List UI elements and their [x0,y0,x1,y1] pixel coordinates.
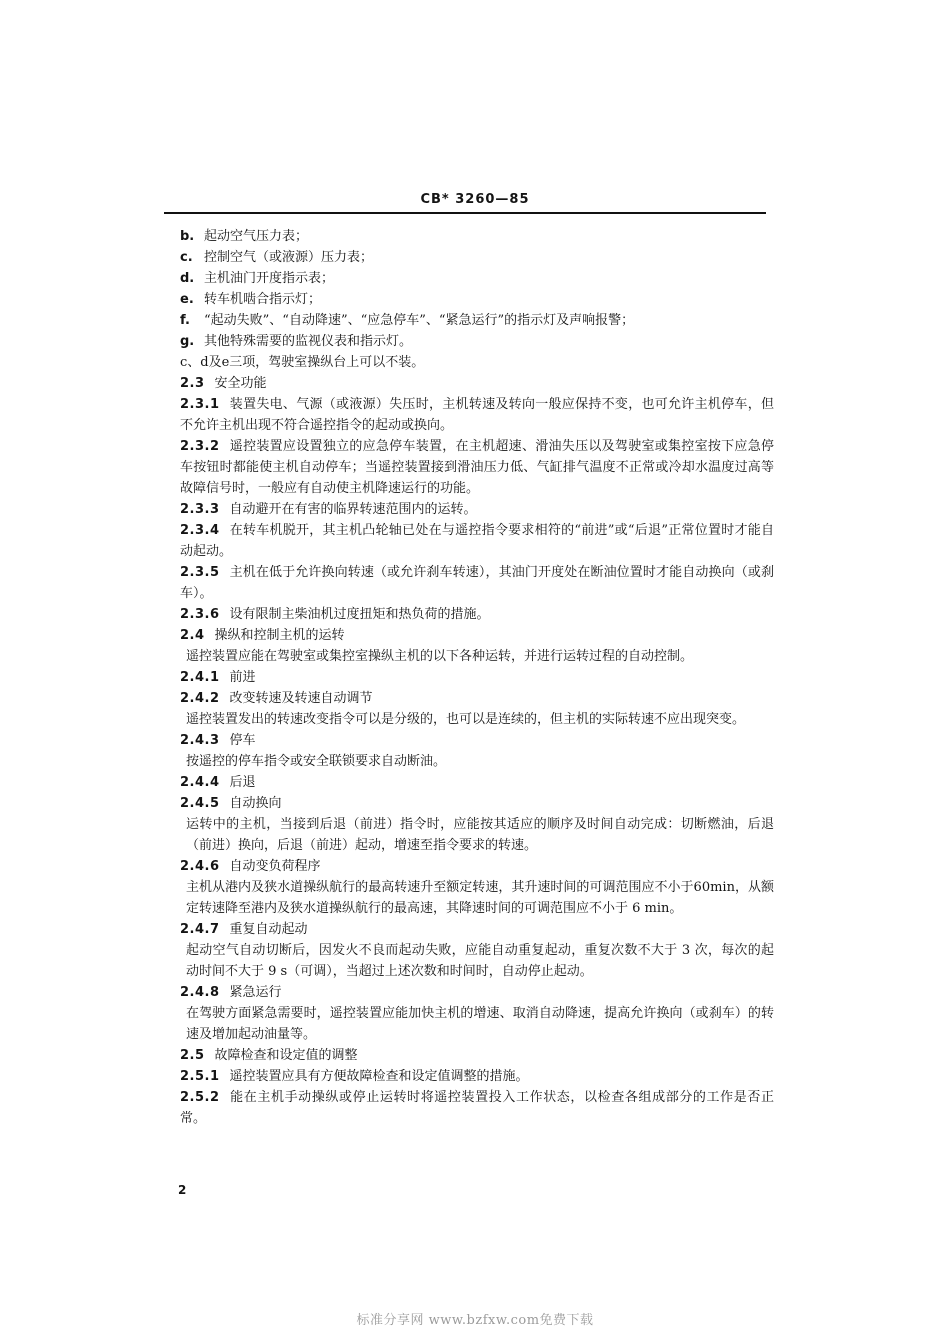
clause-number: 2.4.3 [180,733,220,748]
clause-2-4-5-body: 运转中的主机，当接到后退（前进）指令时，应能按其适应的顺序及时间自动完成：切断燃油，后退（前进）换向，后退（前进）起动，增速至指令要求的转速。 [186,817,774,853]
clause-text: 装置失电、气源（或液源）失压时，主机转速及转向一般应保持不变，也可允许主机停车，但不允许主机出现不符合遥控指令的起动或换向。 [180,397,774,433]
section-title: 安全功能 [214,376,267,391]
list-label: d. [180,271,195,286]
clause-number: 2.5.2 [180,1090,220,1105]
list-text: 控制空气（或液源）压力表； [204,250,374,265]
clause-2-3-6 [166,604,774,625]
page-body [166,226,774,1129]
section-title: 操纵和控制主机的运转 [214,628,345,643]
clause-title: 重复自动起动 [229,922,308,937]
clause-text: 遥控装置应设置独立的应急停车装置，在主机超速、滑油失压以及驾驶室或集控室按下应急停车按钮时都能使主机自动停车；当遥控装置接到滑油压力低、气缸排气温度不正常或冷却水温度过高等故障信号时，一般应有自动使主机降速运行的功能。 [180,439,774,496]
section-2-4-heading [166,625,774,646]
clause-2-3-3 [166,499,774,520]
list-text: 转车机啮合指示灯； [204,292,322,307]
list-text: 起动空气压力表； [204,229,309,244]
clause-text: 主机在低于允许换向转速（或允许刹车转速），其油门开度处在断油位置时才能自动换向（或刹车）。 [180,565,774,601]
list-text: 主机油门开度指示表； [204,271,335,286]
list-text: 其他特殊需要的监视仪表和指示灯。 [204,334,413,349]
clause-2-3-4 [166,520,774,562]
clause-text: 设有限制主柴油机过度扭矩和热负荷的措施。 [229,607,490,622]
clause-2-3-5 [166,562,774,604]
clause-title: 停车 [229,733,256,748]
clause-text: 能在主机手动操纵或停止运转时将遥控装置投入工作状态，以检查各组成部分的工作是否正常。 [180,1090,774,1126]
clause-text: 遥控装置应具有方便故障检查和设定值调整的措施。 [229,1069,529,1084]
clause-number: 2.4.1 [180,670,220,685]
list-label: b. [180,229,195,244]
section-2-4-body: 遥控装置应能在驾驶室或集控室操纵主机的以下各种运转，并进行运转过程的自动控制。 [186,649,694,664]
clause-2-4-3 [166,730,774,751]
clause-text: 在转车机脱开，其主机凸轮轴已处在与遥控指令要求相符的“前进”或“后退”正常位置时才能自动起动。 [180,523,774,559]
clause-2-5-2 [166,1087,774,1129]
clause-title: 紧急运行 [229,985,282,1000]
clause-2-4-7 [166,919,774,940]
clause-number: 2.4.6 [180,859,220,874]
clause-title: 改变转速及转速自动调节 [229,691,373,706]
clause-2-4-6-body: 主机从港内及狭水道操纵航行的最高转速升至额定转速，其升速时间的可调范围应不小于60min，从额定转速降至港内及狭水道操纵航行的最高速，其降速时间的可调范围应不小于 6 min。 [186,880,774,916]
clause-number: 2.3.6 [180,607,220,622]
section-2-5-heading [166,1045,774,1066]
clause-2-5-1 [166,1066,774,1087]
clause-2-4-6 [166,856,774,877]
list-item-f [166,310,774,331]
list-item-d [166,268,774,289]
clause-text: 自动避开在有害的临界转速范围内的运转。 [229,502,477,517]
clause-2-4-7-body: 起动空气自动切断后，因发火不良而起动失败，应能自动重复起动，重复次数不大于 3 次，每次的起动时间不大于 9 s（可调），当超过上述次数和时间时，自动停止起动。 [186,943,774,979]
clause-number: 2.4.4 [180,775,220,790]
clause-number: 2.4.7 [180,922,220,937]
clause-title: 自动变负荷程序 [229,859,321,874]
clause-number: 2.3.1 [180,397,220,412]
clause-2-3-2 [166,436,774,499]
clause-number: 2.5.1 [180,1069,220,1084]
clause-title: 前进 [229,670,256,685]
clause-title: 自动换向 [229,796,282,811]
clause-2-3-1 [166,394,774,436]
list-label: e. [180,292,194,307]
list-item-c [166,247,774,268]
clause-number: 2.3.3 [180,502,220,517]
list-label: g. [180,334,195,349]
list-note: c、d及e三项，驾驶室操纵台上可以不装。 [180,355,425,370]
clause-2-4-2 [166,688,774,709]
section-title: 故障检查和设定值的调整 [214,1048,358,1063]
section-number: 2.3 [180,376,205,391]
clause-2-4-4 [166,772,774,793]
clause-number: 2.4.8 [180,985,220,1000]
list-item-e [166,289,774,310]
list-item-g [166,331,774,352]
clause-number: 2.3.4 [180,523,220,538]
clause-2-4-8 [166,982,774,1003]
clause-2-4-8-body: 在驾驶方面紧急需要时，遥控装置应能加快主机的增速、取消自动降速，提高允许换向（或刹车）的转速及增加起动油量等。 [186,1006,774,1042]
clause-2-4-2-body: 遥控装置发出的转速改变指令可以是分级的，也可以是连续的，但主机的实际转速不应出现突变。 [186,712,746,727]
standard-code-header: CB* 3260—85 [420,192,530,207]
list-label: f. [180,313,190,328]
list-text: “起动失败”、“自动降速”、“应急停车”、“紧急运行”的指示灯及声响报警； [204,313,635,328]
clause-number: 2.4.2 [180,691,220,706]
section-2-3-heading [166,373,774,394]
clause-number: 2.3.5 [180,565,220,580]
header-rule [164,212,766,214]
clause-number: 2.4.5 [180,796,220,811]
clause-2-4-3-body: 按遥控的停车指令或安全联锁要求自动断油。 [186,754,447,769]
clause-number: 2.3.2 [180,439,220,454]
section-number: 2.5 [180,1048,205,1063]
list-item-b [166,226,774,247]
clause-2-4-5 [166,793,774,814]
clause-title: 后退 [229,775,256,790]
watermark-text: 标准分享网 www.bzfxw.com免费下载 [356,1313,594,1328]
page-number: 2 [178,1183,187,1197]
section-number: 2.4 [180,628,205,643]
clause-2-4-1 [166,667,774,688]
list-label: c. [180,250,193,265]
